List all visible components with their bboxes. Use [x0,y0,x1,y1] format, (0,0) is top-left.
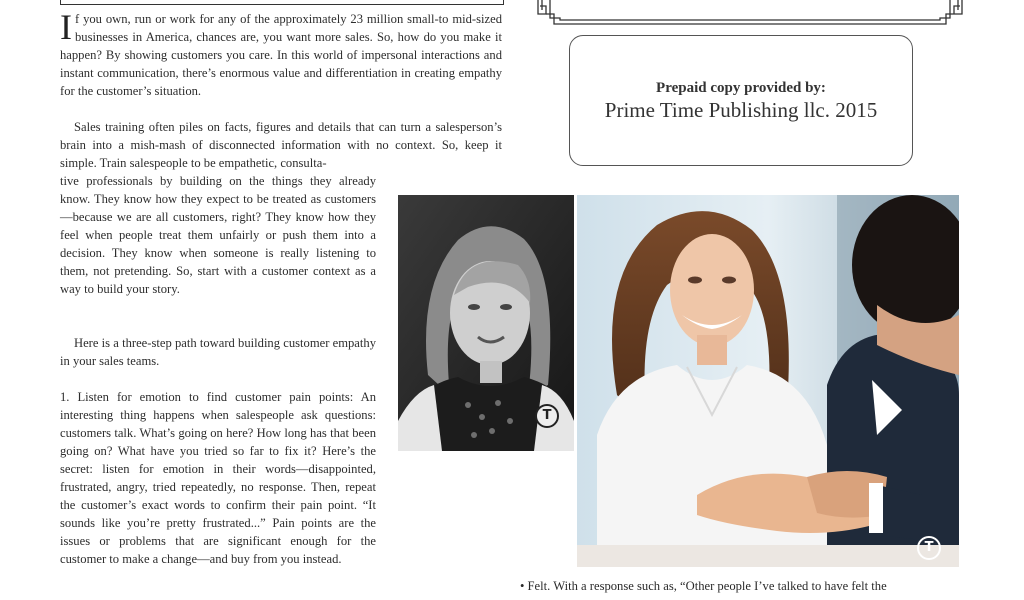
publisher-name: Prime Time Publishing llc. 2015 [604,98,878,122]
article-paragraph-4: 1. Listen for emotion to find customer pain points: An interesting thing happens when salespeople ask questions: customers talk. What’s going on here? How long has that been going on? What have you tried so far to fix it? Here’s the secret: listen for emotion in their words—disappointed, frustrated, angry, tried repeatedly, no response. Then, repeat the customer’s exact words to confirm their pain point. “It sounds like you’re pretty frustrated...” Pain points are the issues or problems that are significant enough for the customer to make a change—and buy from you instead. [60,390,376,566]
article-paragraph-1 [60,7,502,100]
portrait-photo [398,195,574,451]
ornamental-frame [536,0,964,26]
drop-cap: I [60,7,72,47]
top-rule [60,0,504,5]
newsusa-logo-icon: T [917,536,941,560]
handshake-photo [577,195,959,567]
article-paragraph-3: Here is a three-step path toward building customer empathy in your sales teams. [60,336,376,368]
article-paragraph-2b: tive professionals by building on the things they already know. They know how they expect to be treated as customers—because we are all customers, right? They know how they feel when people treat them unfairly or push them into a decision. They know when someone is really listening to them, not pretending. So, start with a customer context as a way to build your story. [60,174,376,296]
bullet-text: • Felt. With a response such as, “Other people I’ve talked to have felt the [520,579,887,593]
prepaid-label: Prepaid copy provided by: [656,80,826,96]
prepaid-notice-box [569,35,913,166]
paragraph-1-text: f you own, run or work for any of the approximately 23 million small-to mid-sized businesses in America, chances are, you want more sales. So, how do you make it happen? By showing customers you care. In this world of impersonal interactions and instant communication, there’s enormous value and differentiation in creating empathy for the customer’s situation. [60,12,502,98]
article-paragraph-2a: Sales training often piles on facts, figures and details that can turn a salesperson’s brain into a mish-mash of disconnected information with no context. So, keep it simple. Train salespeople to be empathetic, consulta- [60,120,502,170]
newsusa-logo-icon: T [535,404,559,428]
